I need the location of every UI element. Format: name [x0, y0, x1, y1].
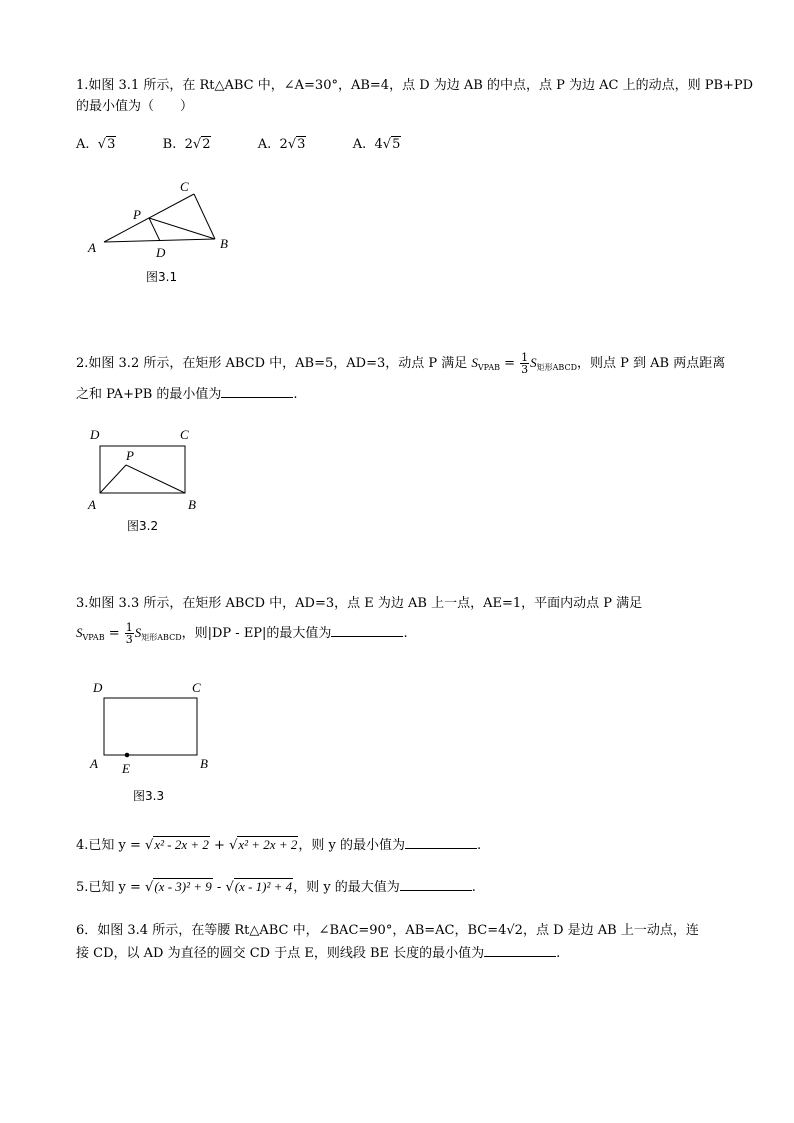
- fig32-label-a: A: [88, 497, 96, 512]
- fig31-caption: 图3.1: [146, 270, 178, 284]
- point-e: [125, 753, 130, 758]
- fig31-label-p: P: [133, 207, 141, 222]
- fig32-label-p: P: [126, 448, 134, 463]
- fig33-label-e: E: [122, 761, 130, 776]
- fig33-caption: 图3.3: [133, 789, 165, 803]
- q5-line: 5.已知 y = √(x - 3)² + 9 - √(x - 1)² + 4，则 y 的最大值为 .: [76, 879, 476, 895]
- q1-option-b: B. 2√2: [162, 137, 211, 152]
- fig33-label-a: A: [90, 756, 98, 771]
- q2-line2: 之和 PA+PB 的最小值为 .: [76, 387, 298, 402]
- q1-option-a: A. √3: [76, 137, 116, 152]
- figure-3-1: [80, 175, 240, 265]
- fig33-label-c: C: [192, 680, 201, 695]
- q1-option-c: A. 2√3: [257, 137, 306, 152]
- q6-answer-blank[interactable]: [484, 944, 556, 957]
- q4-line: 4.已知 y = √x² - 2x + 2 + √x² + 2x + 2，则 y 的最小值为 .: [76, 837, 482, 853]
- fig31-label-c: C: [180, 179, 189, 194]
- q3-line1: 3.如图 3.3 所示，在矩形 ABCD 中，AD=3，点 E 为边 AB 上一点，AE=1，平面内动点 P 满足: [76, 596, 643, 611]
- fig33-label-b: B: [200, 756, 208, 771]
- fig32-label-b: B: [188, 497, 196, 512]
- fig31-label-d: D: [156, 245, 166, 260]
- fig32-label-d: D: [90, 427, 100, 442]
- figure-3-2: [84, 425, 214, 520]
- fig31-label-a: A: [88, 240, 96, 255]
- fig31-label-b: B: [220, 236, 228, 251]
- q4-answer-blank[interactable]: [405, 836, 477, 849]
- q1-line2: 的最小值为（ ）: [76, 99, 194, 114]
- fig32-caption: 图3.2: [127, 519, 159, 533]
- q2-line1: 2.如图 3.2 所示，在矩形 ABCD 中，AB=5，AD=3，动点 P 满足 $S_{VPAB}$ = $\frac{1}{3}$ $S_{矩形ABCD}$，则点 P 到 AB 两点距离: [76, 351, 726, 376]
- q6-line2: 接 CD，以 AD 为直径的圆交 CD 于点 E，则线段 BE 长度的最小值为 .: [76, 946, 561, 961]
- fig32-label-c: C: [180, 427, 189, 442]
- q1-option-d: A. 4√5: [352, 137, 401, 152]
- fig33-label-d: D: [93, 680, 103, 695]
- q3-line2: $S_{VPAB}$ = $\frac{1}{3}$ $S_{矩形ABCD}$，则|DP - EP|的最大值为 .: [76, 621, 408, 646]
- q5-answer-blank[interactable]: [400, 878, 472, 891]
- q3-answer-blank[interactable]: [331, 624, 403, 637]
- q1-line1: 1.如图 3.1 所示，在 Rt△ABC 中，∠A=30°，AB=4，点 D 为边 AB 的中点，点 P 为边 AC 上的动点，则 PB+PD: [76, 78, 754, 93]
- q2-answer-blank[interactable]: [221, 385, 293, 398]
- q1-options: [76, 136, 401, 154]
- figure-3-3: [84, 676, 219, 776]
- q6-line1: 6．如图 3.4 所示，在等腰 Rt△ABC 中，∠BAC=90°，AB=AC，BC=4√2，点 D 是边 AB 上一动点，连: [76, 923, 699, 938]
